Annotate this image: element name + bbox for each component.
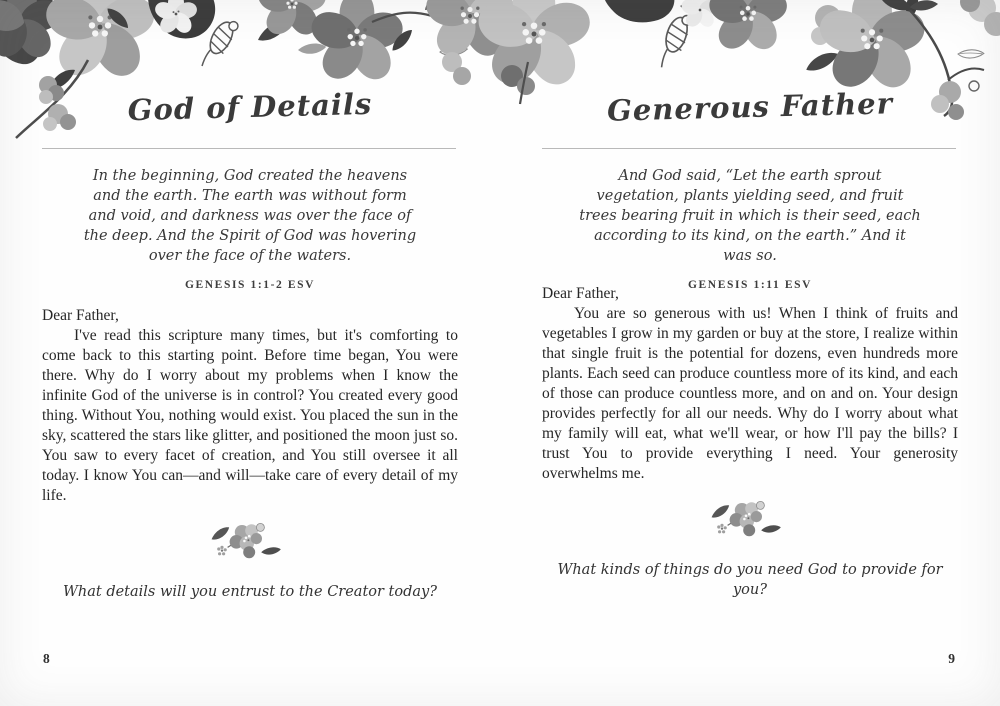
scripture-block xyxy=(78,166,422,291)
devotional-content xyxy=(42,306,458,602)
flower-cluster-ornament xyxy=(710,493,790,545)
page-right xyxy=(542,0,958,706)
scripture-text: In the beginning, God created the heavens and the earth. The earth was without form and void, and darkness was over the face of the deep. And the Spirit of God was hovering over the face of the waters. xyxy=(83,168,417,264)
salutation: Dear Father, xyxy=(42,307,119,324)
page-title-left: God of Details xyxy=(127,86,373,128)
reflection-question: What details will you entrust to the Creator today? xyxy=(63,584,437,600)
scripture-text: And God said, “Let the earth sprout vegetation, plants yielding seed, and fruit trees bearing fruit in which is their seed, each according to its kind, on the earth.” And it was so. xyxy=(579,168,921,264)
scripture-reference: GENESIS 1:11 ESV xyxy=(687,279,813,291)
scripture-reference: GENESIS 1:1-2 ESV xyxy=(184,279,316,291)
page-title-right: Generous Father xyxy=(606,86,894,128)
salutation: Dear Father, xyxy=(542,285,619,302)
page-number-right: 9 xyxy=(948,651,955,666)
title-divider xyxy=(42,148,456,149)
page-number-left: 8 xyxy=(43,651,50,666)
scripture-block xyxy=(578,166,922,291)
title-divider xyxy=(542,148,956,149)
flower-cluster-ornament xyxy=(210,515,290,567)
devotional-body: I've read this scripture many times, but it's comforting to come back to this starting point. Before time began, You were there. Why do I worry about my problems when I know the infinite God of the universe is in control? You created every good thing. Without You, nothing would exist. You placed the sun in the sky, scattered the stars like glitter, and positioned the moon just so. You saw to every facet of creation, and You still oversee it all today. I know You can—and will—take care of every detail of my life. xyxy=(42,327,458,504)
reflection-question: What kinds of things do you need God to provide for you? xyxy=(557,562,943,598)
page-left xyxy=(42,0,458,706)
devotional-content xyxy=(542,284,958,600)
devotional-body: You are so generous with us! When I think of fruits and vegetables I grow in my garden or buy at the store, I realize within that single fruit is the potential for dozens, even hundreds more plants. Each seed can produce countless more of its kind, and each of those can produce countless more, and on and on. Your design provides perfectly for all our needs. Why do I worry about what my family will eat, what we'll wear, or how I'll pay the bills? I trust You to provide everything I need. Your generosity overwhelms me. xyxy=(542,305,958,482)
